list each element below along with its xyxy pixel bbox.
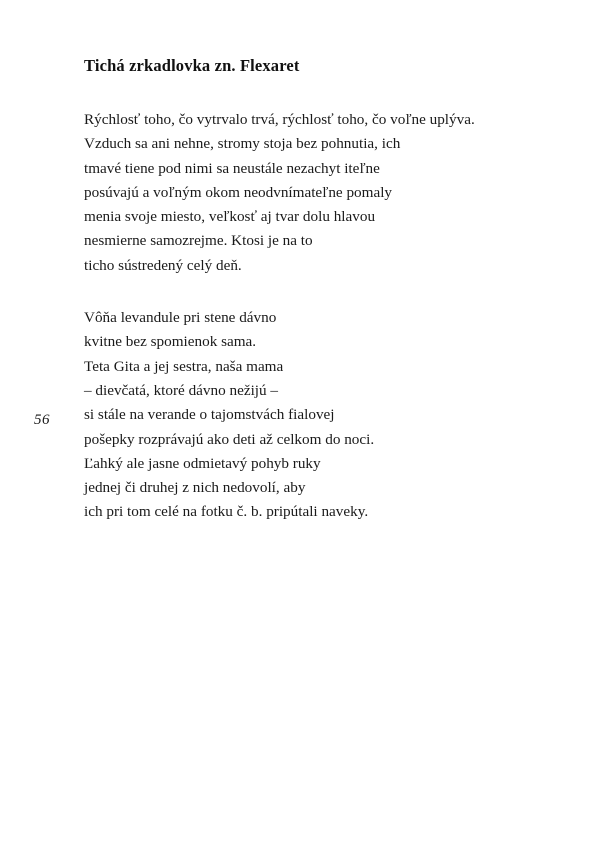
poem-line: – dievčatá, ktoré dávno nežijú – bbox=[84, 381, 278, 399]
poem-line: pošepky rozprávajú ako deti až celkom do noci. bbox=[84, 430, 375, 448]
stanza-1 bbox=[84, 108, 524, 278]
poem-line: Vôňa levandule pri stene dávno bbox=[84, 309, 277, 327]
poem-line: Ľahký ale jasne odmietavý pohyb ruky bbox=[84, 454, 321, 472]
poem-line: posúvajú a voľným okom neodvnímateľne pomaly bbox=[84, 183, 393, 201]
poem-line: kvitne bez spomienok sama. bbox=[84, 333, 257, 351]
stanza-2 bbox=[84, 306, 524, 525]
poem-line: Vzduch sa ani nehne, stromy stoja bez pohnutia, ich bbox=[84, 135, 401, 153]
poem-line: Teta Gita a jej sestra, naša mama bbox=[84, 357, 284, 375]
poem-line: ticho sústredený celý deň. bbox=[84, 256, 242, 274]
page-number: 56 bbox=[34, 412, 50, 428]
poem-line: menia svoje miesto, veľkosť aj tvar dolu hlavou bbox=[84, 208, 376, 226]
poem-body bbox=[84, 56, 524, 525]
poem-line: nesmierne samozrejme. Ktosi je na to bbox=[84, 232, 313, 250]
poem-line: tmavé tiene pod nimi sa neustále nezachyt iteľne bbox=[84, 159, 380, 177]
poem-line: ich pri tom celé na fotku č. b. pripútali naveky. bbox=[84, 503, 369, 521]
poem-line: Rýchlosť toho, čo vytrvalo trvá, rýchlosť toho, čo voľne uplýva. bbox=[84, 111, 475, 128]
poem-line: jednej či druhej z nich nedovolí, aby bbox=[84, 479, 306, 497]
poem-line: si stále na verande o tajomstvách fialovej bbox=[84, 406, 335, 424]
page-title: Tichá zrkadlovka zn. Flexaret bbox=[84, 56, 300, 75]
